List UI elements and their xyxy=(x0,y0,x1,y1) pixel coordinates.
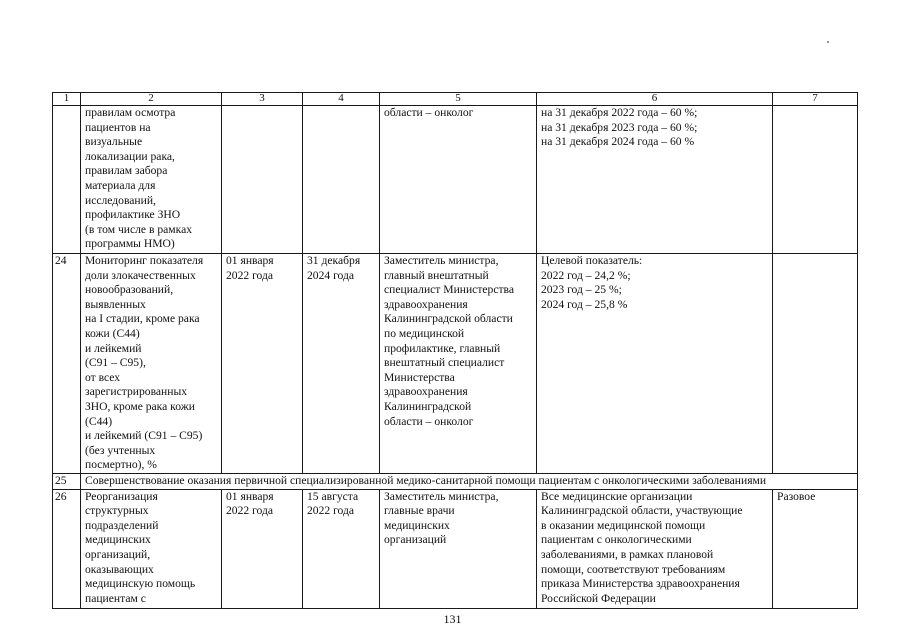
start-date-cell: 01 января 2022 года xyxy=(222,489,303,608)
responsible-cell: Заместитель министра, главный внештатный специалист Министерства здравоохранения Калининградской области по медицинской профилактике, главный внештатный специалист Министерства здравоохранения Калининградской области – онколог xyxy=(380,254,537,474)
column-number: 4 xyxy=(303,93,380,106)
result-cell: Целевой показатель: 2022 год – 24,2 %; 2023 год – 25 %; 2024 год – 25,8 % xyxy=(537,254,773,474)
type-cell xyxy=(773,254,858,474)
table-row xyxy=(53,254,858,474)
column-number: 6 xyxy=(537,93,773,106)
event-cell: Реорганизация структурных подразделений медицинских организаций, оказывающих медицинскую помощь пациентам с xyxy=(81,489,222,608)
column-number: 2 xyxy=(81,93,222,106)
start-date-cell: 01 января 2022 года xyxy=(222,254,303,474)
section-title: Совершенствование оказания первичной специализированной медико-санитарной помощи пациентам с онкологическими заболеваниями xyxy=(81,474,858,490)
row-number: 24 xyxy=(53,254,81,474)
event-cell: Мониторинг показателя доли злокачественных новообразований, выявленных на I стадии, кроме рака кожи (С44) и лейкемий (С91 – С95), от всех зарегистрированных ЗНО, кроме рака кожи (С44) и лейкемий (С91 – С95) (без учтенных посмертно), % xyxy=(81,254,222,474)
result-cell: Все медицинские организации Калининградской области, участвующие в оказании медицинской помощи пациентам с онкологическими заболеваниями, в рамках плановой помощи, соответствуют требованиям приказа Министерства здравоохранения Российской Федерации xyxy=(537,489,773,608)
column-number: 5 xyxy=(380,93,537,106)
column-number-row xyxy=(53,93,858,106)
end-date-cell: 15 августа 2022 года xyxy=(303,489,380,608)
type-cell: Разовое xyxy=(773,489,858,608)
row-number: 26 xyxy=(53,489,81,608)
end-date-cell: 31 декабря 2024 года xyxy=(303,254,380,474)
scan-speck xyxy=(827,41,829,43)
responsible-cell: Заместитель министра, главные врачи медицинских организаций xyxy=(380,489,537,608)
row-number xyxy=(53,106,81,254)
table-row xyxy=(53,489,858,608)
event-cell: правилам осмотра пациентов на визуальные локализации рака, правилам забора материала для исследований, профилактике ЗНО (в том числе в рамках программы НМО) xyxy=(81,106,222,254)
column-number: 3 xyxy=(222,93,303,106)
responsible-cell: области – онколог xyxy=(380,106,537,254)
measures-table xyxy=(52,92,858,609)
end-date-cell xyxy=(303,106,380,254)
type-cell xyxy=(773,106,858,254)
result-cell: на 31 декабря 2022 года – 60 %; на 31 декабря 2023 года – 60 %; на 31 декабря 2024 года – 60 % xyxy=(537,106,773,254)
section-row xyxy=(53,474,858,490)
section-number: 25 xyxy=(53,474,81,490)
table-row xyxy=(53,106,858,254)
start-date-cell xyxy=(222,106,303,254)
page-number: 131 xyxy=(443,612,462,626)
column-number: 7 xyxy=(773,93,858,106)
column-number: 1 xyxy=(53,93,81,106)
